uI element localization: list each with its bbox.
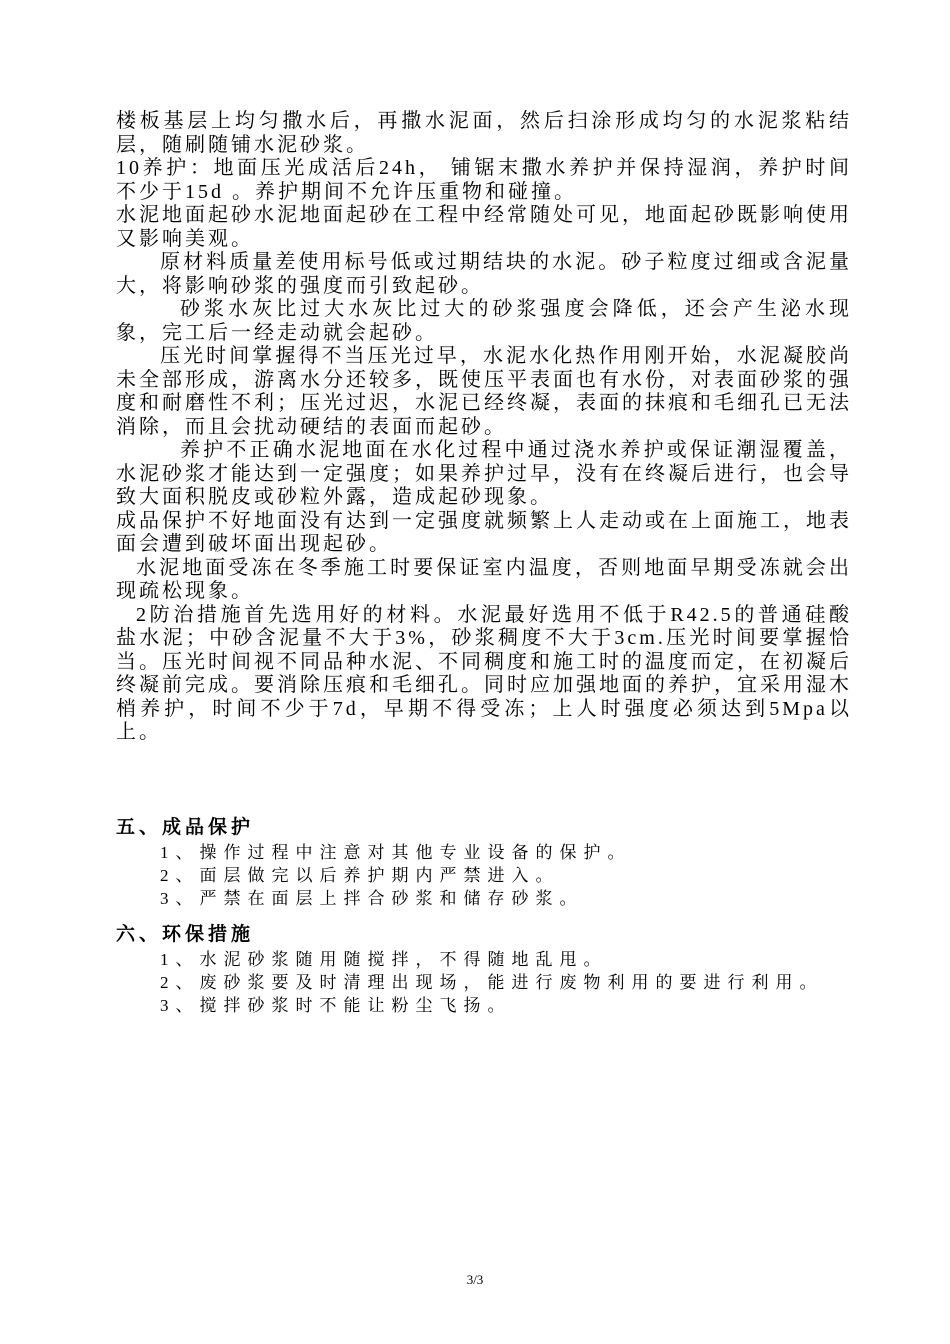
- paragraph-raw-material: 原材料质量差使用标号低或过期结块的水泥。砂子粒度过细或含泥量大，将影响砂浆的强度而引致起砂。: [116, 251, 852, 297]
- section-5-item: 3、严禁在面层上拌合砂浆和储存砂浆。: [160, 888, 584, 908]
- paragraph-water-cement-ratio: 砂浆水灰比过大水灰比过大的砂浆强度会降低，还会产生泌水现象，完工后一经走动就会起砂。: [116, 298, 852, 344]
- document-body: [116, 110, 852, 1017]
- paragraph-improper-curing: 养护不正确水泥地面在水化过程中通过浇水养护或保证潮湿覆盖，水泥砂浆才能达到一定强度；如果养护过早，没有在终凝后进行，也会导致大面积脱皮或砂粒外露，造成起砂现象。: [116, 439, 852, 508]
- paragraph-curing: 10养护：地面压光成活后24h， 铺锯末撒水养护并保持湿润，养护时间不少于15d 。养护期间不允许压重物和碰撞。: [116, 157, 852, 203]
- paragraph-freezing: 水泥地面受冻在冬季施工时要保证室内温度，否则地面早期受冻就会出现疏松现象。: [116, 556, 852, 602]
- section-5-item: 2、面层做完以后养护期内严禁进入。: [160, 865, 560, 885]
- section-5-heading: 五、成品保护: [116, 816, 255, 838]
- section-spacer: [116, 745, 852, 815]
- page-number: 3/3: [466, 1272, 484, 1287]
- section-6-item: 2、废砂浆要及时清理出现场，能进行废物利用的要进行利用。: [160, 972, 824, 992]
- paragraph-sanding-intro: 水泥地面起砂水泥地面起砂在工程中经常随处可见，地面起砂既影响使用又影响美观。: [116, 204, 852, 250]
- section-6-item: 3、搅拌砂浆时不能让粉尘飞扬。: [160, 995, 512, 1015]
- section-5-item: 1、操作过程中注意对其他专业设备的保护。: [160, 842, 632, 862]
- section-6-heading: 六、环保措施: [116, 923, 255, 945]
- paragraph-product-protection: 成品保护不好地面没有达到一定强度就频繁上人走动或在上面施工，地表面会遭到破坏面出现起砂。: [116, 509, 852, 555]
- paragraph-base-layer: 楼板基层上均匀撒水后，再撒水泥面，然后扫涂形成均匀的水泥浆粘结层，随刷随铺水泥砂浆。: [116, 110, 852, 156]
- paragraph-troweling-time: 压光时间掌握得不当压光过早，水泥水化热作用刚开始，水泥凝胶尚未全部形成，游离水分还较多，既使压平表面也有水份，对表面砂浆的强度和耐磨性不利；压光过迟，水泥已经终凝，表面的抹痕和毛细孔已无法消除，而且会扰动硬结的表面而起砂。: [116, 345, 852, 438]
- section-gap: [116, 910, 852, 922]
- paragraph-prevention-measures: 2防治措施首先选用好的材料。水泥最好选用不低于R42.5的普通硅酸盐水泥；中砂含泥量不大于3%，砂浆稠度不大于3cm.压光时间要掌握恰当。压光时间视不同品种水泥、不同稠度和施工时的温度而定，在初凝后终凝前完成。要消除压痕和毛细孔。同时应加强地面的养护，宜采用湿木梢养护，时间不少于7d，早期不得受冻；上人时强度必须达到5Mpa以上。: [116, 603, 852, 743]
- section-6-item: 1、水泥砂浆随用随搅拌，不得随地乱甩。: [160, 949, 608, 969]
